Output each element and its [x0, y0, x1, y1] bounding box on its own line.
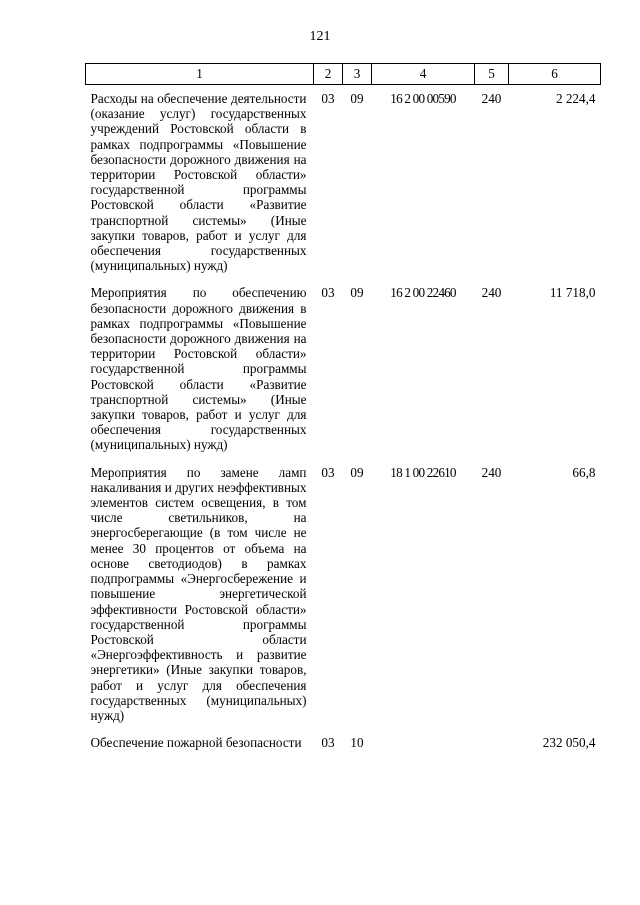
table-row [86, 279, 601, 458]
row-expense-type-code [475, 729, 509, 756]
row-name: Мероприятия по замене ламп накаливания и других неэффективных элементов систем освещения, в том числе светильников, на энергосберегающие (в том числе не менее 30 процентов от объема на основе светодиодов) в рамках подпрограммы «Энергосбережение и повышение энергетической эффективности Ростовской области» государственной программы Ростовской области «Энергоэффективность и развитие энергетики» (Иные закупки товаров, работ и услуг для обеспечения государственных (муниципальных) нужд) [90, 464, 307, 723]
row-expense-type-code: 240 [481, 91, 502, 106]
table-row [86, 729, 601, 756]
row-subsection-code: 09 [350, 91, 364, 106]
column-header-3: 3 [343, 64, 372, 85]
page-number: 121 [309, 29, 331, 44]
table-row [86, 85, 601, 280]
row-name: Мероприятия по обеспечению безопасности дорожного движения в рамках подпрограммы «Повышение безопасности дорожного движения на территории Ростовской области» государственной программы Ростовской области «Развитие транспортной системы» (Иные закупки товаров, работ и услуг для обеспечения государственных (муниципальных) нужд) [90, 285, 307, 453]
row-section-code: 03 [321, 285, 335, 301]
column-header-4: 4 [372, 64, 475, 85]
row-target-article-code: 16 2 00 00590 [390, 91, 456, 106]
row-amount: 232 050,4 [542, 735, 596, 751]
column-header-1: 1 [86, 64, 314, 85]
row-name: Расходы на обеспечение деятельности (оказание услуг) государственных учреждений Ростовской области в рамках подпрограммы «Повышение безопасности дорожного движения на территории Ростовской области» государственной программы Ростовской области «Развитие транспортной системы» (Иные закупки товаров, работ и услуг для обеспечения государственных (муниципальных) нужд) [90, 91, 307, 274]
column-header-5: 5 [475, 64, 509, 85]
row-subsection-code: 09 [350, 464, 364, 480]
table-row [86, 459, 601, 729]
row-section-code: 03 [321, 735, 335, 751]
table-header-row [86, 64, 601, 85]
row-subsection-code: 09 [350, 285, 364, 301]
row-name: Обеспечение пожарной безопасности [90, 735, 302, 751]
row-amount: 66,8 [572, 464, 596, 480]
budget-table [85, 63, 601, 756]
row-expense-type-code: 240 [481, 464, 502, 480]
row-expense-type-code: 240 [481, 285, 502, 301]
row-target-article-code: 16 2 00 22460 [390, 285, 456, 301]
row-amount: 11 718,0 [549, 285, 596, 301]
row-section-code: 03 [321, 91, 335, 106]
row-amount: 2 224,4 [555, 91, 596, 106]
row-target-article-code: 18 1 00 22610 [390, 464, 456, 480]
row-subsection-code: 10 [350, 735, 364, 751]
column-header-6: 6 [509, 64, 601, 85]
row-section-code: 03 [321, 464, 335, 480]
row-target-article-code [372, 729, 475, 756]
column-header-2: 2 [314, 64, 343, 85]
